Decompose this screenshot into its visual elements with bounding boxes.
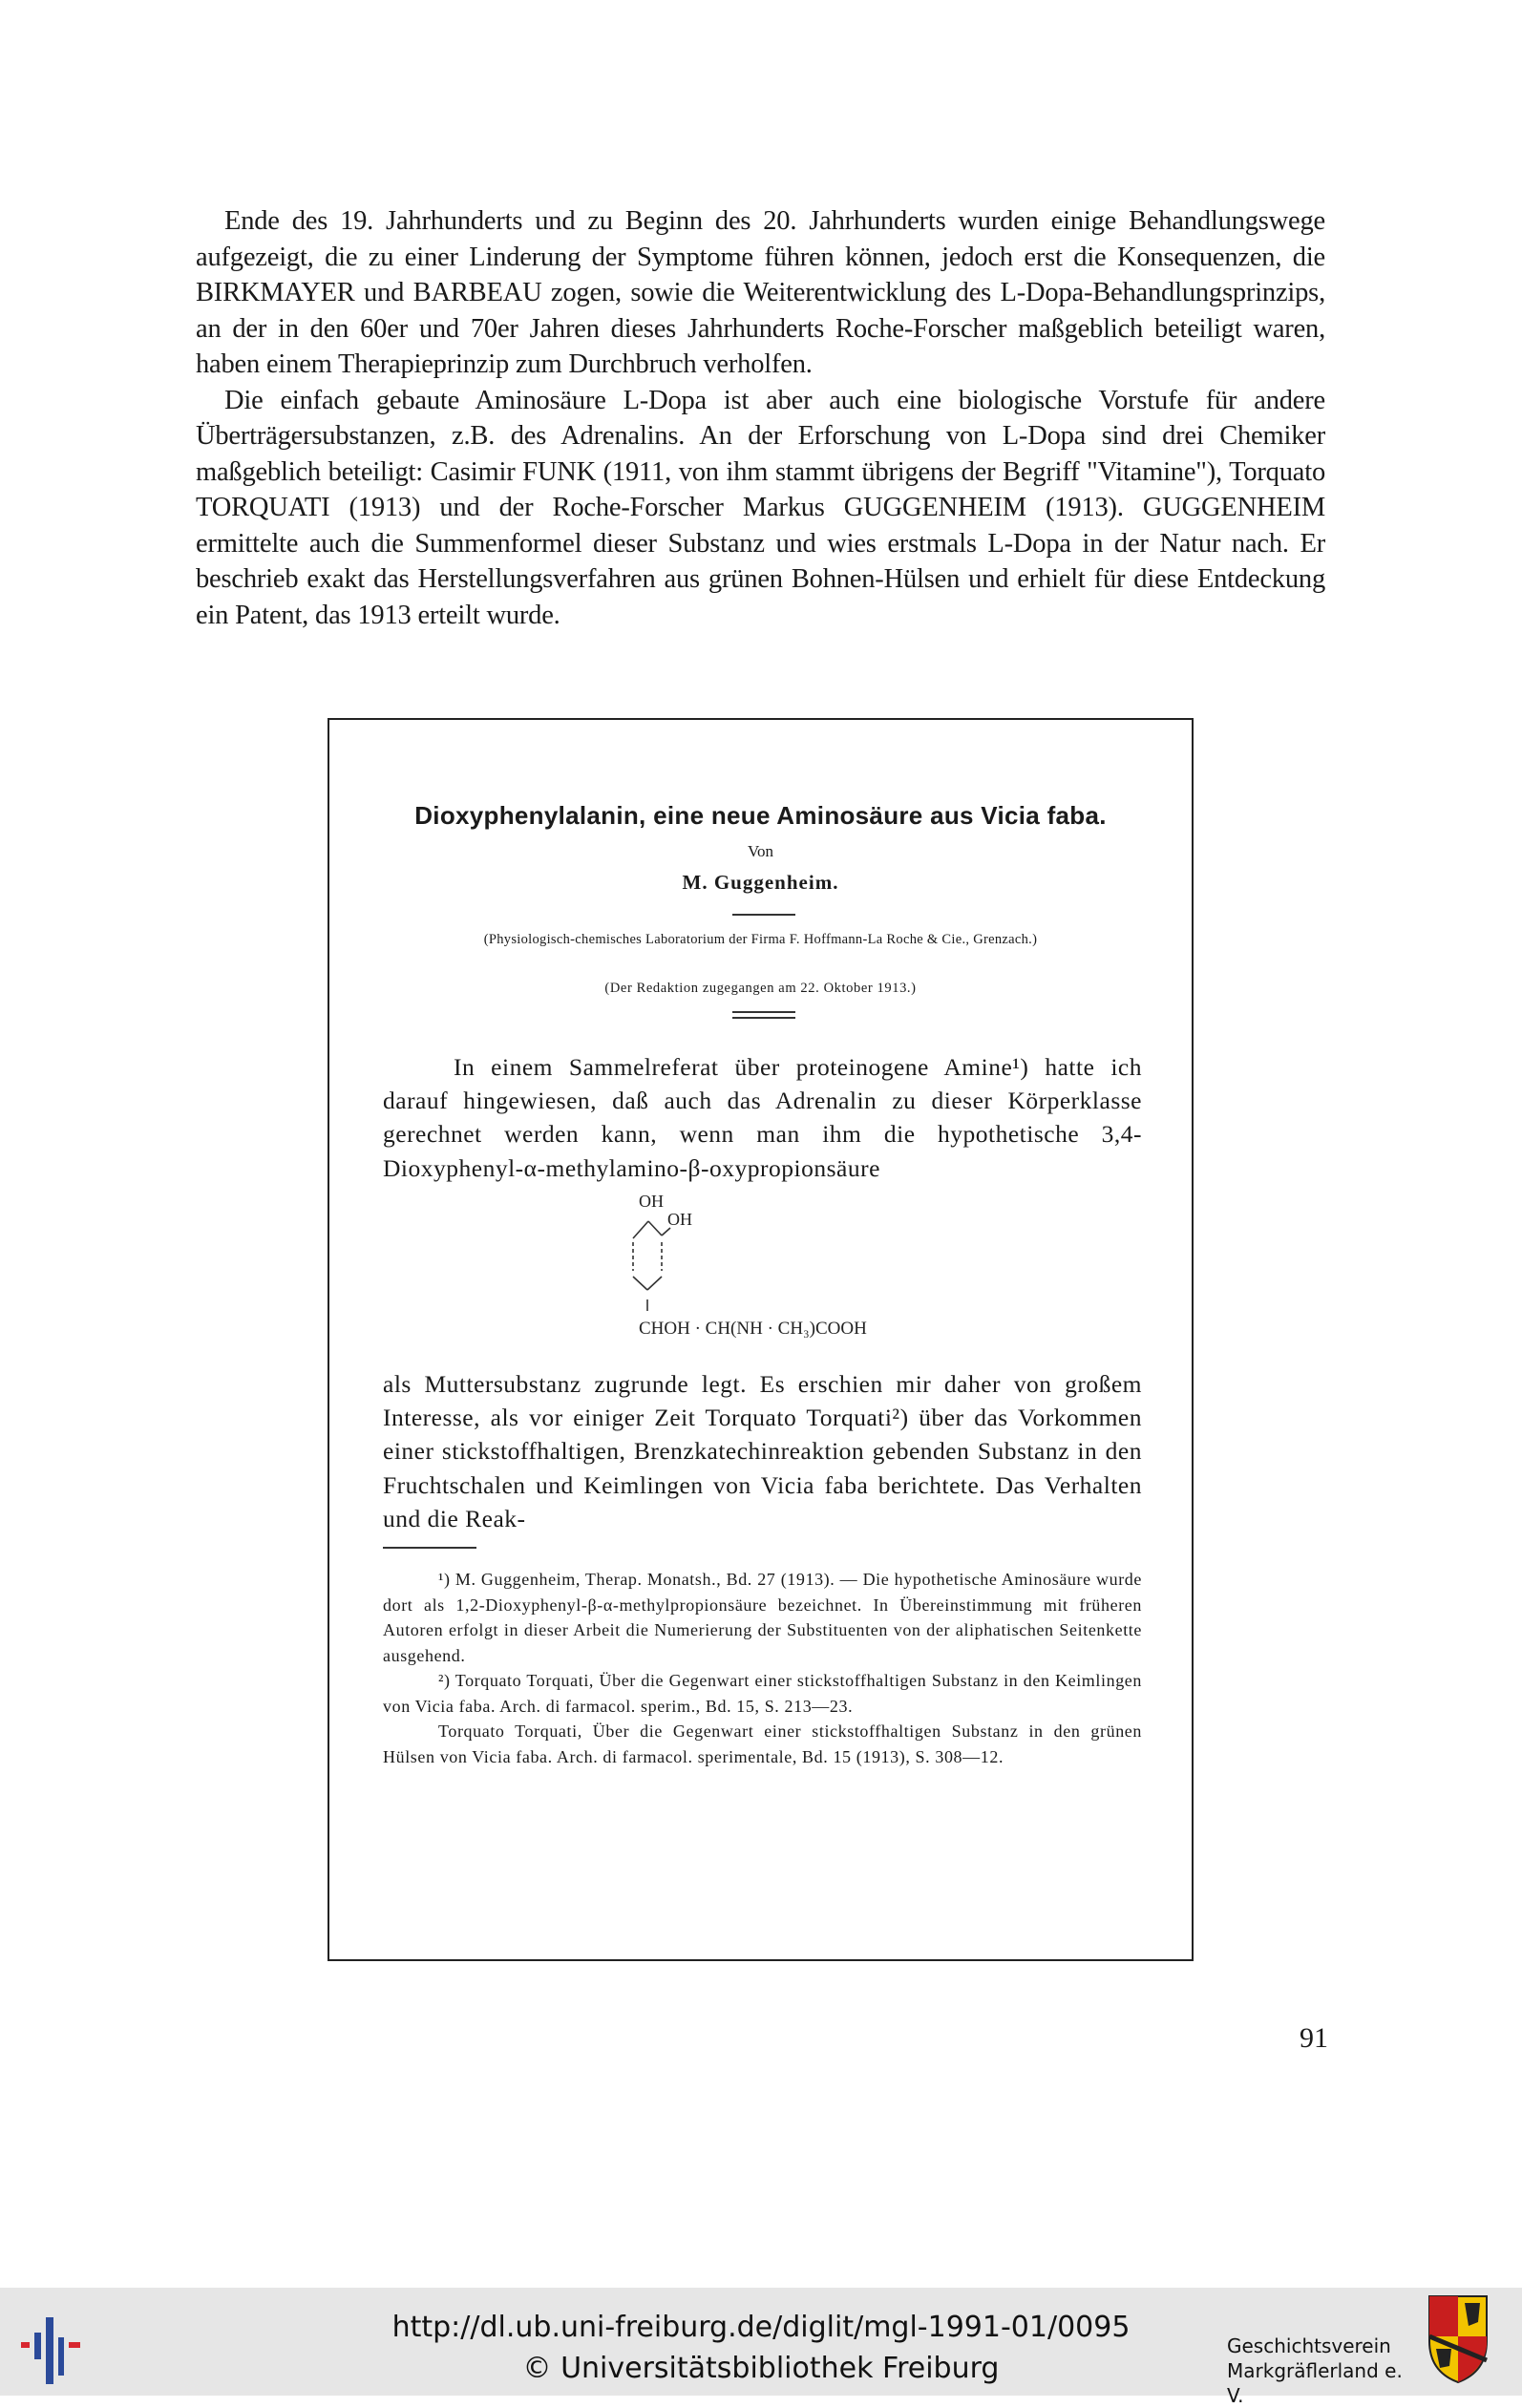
article-institution: (Physiologisch-chemisches Laboratorium der Firma F. Hoffmann-La Roche & Cie., Grenzach.): [483, 932, 1038, 947]
divider: [732, 914, 795, 916]
benzene-ring: [633, 1221, 670, 1311]
structural-formula: [625, 1193, 931, 1364]
intro-paragraph-1: Ende des 19. Jahrhunderts und zu Beginn des 20. Jahrhunderts wurden einige Behandlungswege aufgezeigt, die zu einer Linderung der Symptome führen können, jedoch erst die Konsequenzen, die BIRKMAYER und BARBEAU zogen, sowie die Weiterentwicklung des L-Dopa-Behandlungsprinzips, an der in den 60er und 70er Jahren dieses Jahrhunderts Roche-Forscher maßgeblich beteiligt waren, haben einem Therapieprinzip zum Durchbruch verholfen.: [196, 206, 1325, 379]
footnote-separator: [383, 1547, 476, 1549]
article-von: Von: [747, 842, 774, 860]
article-author: M. Guggenheim.: [682, 871, 839, 894]
coat-of-arms-icon: [1427, 2293, 1490, 2385]
university-library-logo-icon: [15, 2301, 101, 2387]
intro-text: [196, 203, 1325, 633]
footnote-1: ¹) M. Guggenheim, Therap. Monatsh., Bd. 27 (1913). — Die hypothetische Aminosäure wurde dort als 1,2-Dioxyphenyl-β-α-methylpropionsäure bezeichnet. In Übereinstimmung mit früheren Autoren erfolgt in dieser Arbeit die Numerierung der Substituenten von der aliphatischen Seitenkette ausgehend.: [383, 1570, 1142, 1665]
article-received-date: (Der Redaktion zugegangen am 22. Oktober 1913.): [604, 981, 917, 996]
footnote-2: ²) Torquato Torquati, Über die Gegenwart einer stickstoffhaltigen Substanz in den Keimlingen von Vicia faba. Arch. di farmacol. sperim., Bd. 15, S. 213—23.: [383, 1671, 1142, 1716]
page-number: 91: [1300, 2022, 1328, 2054]
footnote-3: Torquato Torquati, Über die Gegenwart einer stickstoffhaltigen Substanz in den grünen Hülsen von Vicia faba. Arch. di farmacol. sperimentale, Bd. 15 (1913), S. 308—12.: [383, 1722, 1142, 1766]
society-name-line-1: Geschichtsverein: [1227, 2334, 1391, 2357]
formula-oh-right: OH: [667, 1210, 692, 1229]
society-name: [1227, 2334, 1408, 2408]
footer-copyright: © Universitätsbibliothek Freiburg: [522, 2352, 1000, 2385]
article-footnotes: [383, 1567, 1142, 1769]
footer-bar: [0, 2288, 1522, 2407]
article-reproduction: [328, 718, 1194, 1961]
intro-paragraph-2: Die einfach gebaute Aminosäure L-Dopa ist aber auch eine biologische Vorstufe für andere Überträgersubstanzen, z.B. des Adrenalins. An der Erforschung von L-Dopa sind drei Chemiker maßgeblich beteiligt: Casimir FUNK (1911, von ihm stammt übrigens der Begriff "Vitamine"), Torquato TORQUATI (1913) und der Roche-Forscher Markus GUGGENHEIM (1913). GUGGENHEIM ermittelte auch die Summenformel dieser Substanz und wies erstmals L-Dopa in der Natur nach. Er beschrieb exakt das Herstellungsverfahren aus grünen Bohnen-Hülsen und erhielt für diese Entdeckung ein Patent, das 1913 erteilt wurde.: [196, 385, 1325, 630]
footer-url-link[interactable]: http://dl.ub.uni-freiburg.de/diglit/mgl-1991-01/0095: [391, 2311, 1131, 2344]
article-body-2: als Muttersubstanz zugrunde legt. Es erschien mir daher von großem Interesse, als vor einiger Zeit Torquato Torquati²) über das Vorkommen einer stickstoffhaltigen, Brenzkatechinreaktion gebenden Substanz in den Fruchtschalen und Keimlingen von Vicia faba berichtete. Das Verhalten und die Reak-: [383, 1370, 1142, 1532]
article-title: Dioxyphenylalanin, eine neue Aminosäure aus Vicia faba.: [414, 801, 1107, 830]
society-name-line-2: Markgräflerland e. V.: [1227, 2359, 1403, 2407]
article-body-1: In einem Sammelreferat über proteinogene Amine¹) hatte ich darauf hingewiesen, daß auch das Adrenalin zu dieser Körperklasse gerechnet werden kann, wenn man ihm die hypothetische 3,4-Dioxyphenyl-α-methylamino-β-oxypropionsäure: [383, 1053, 1142, 1182]
formula-oh-top: OH: [639, 1193, 664, 1211]
formula-side-chain: CHOH · CH(NH · CH₃)COOH: [639, 1319, 867, 1339]
double-divider-lower: [732, 1017, 795, 1019]
double-divider: [732, 1011, 795, 1013]
